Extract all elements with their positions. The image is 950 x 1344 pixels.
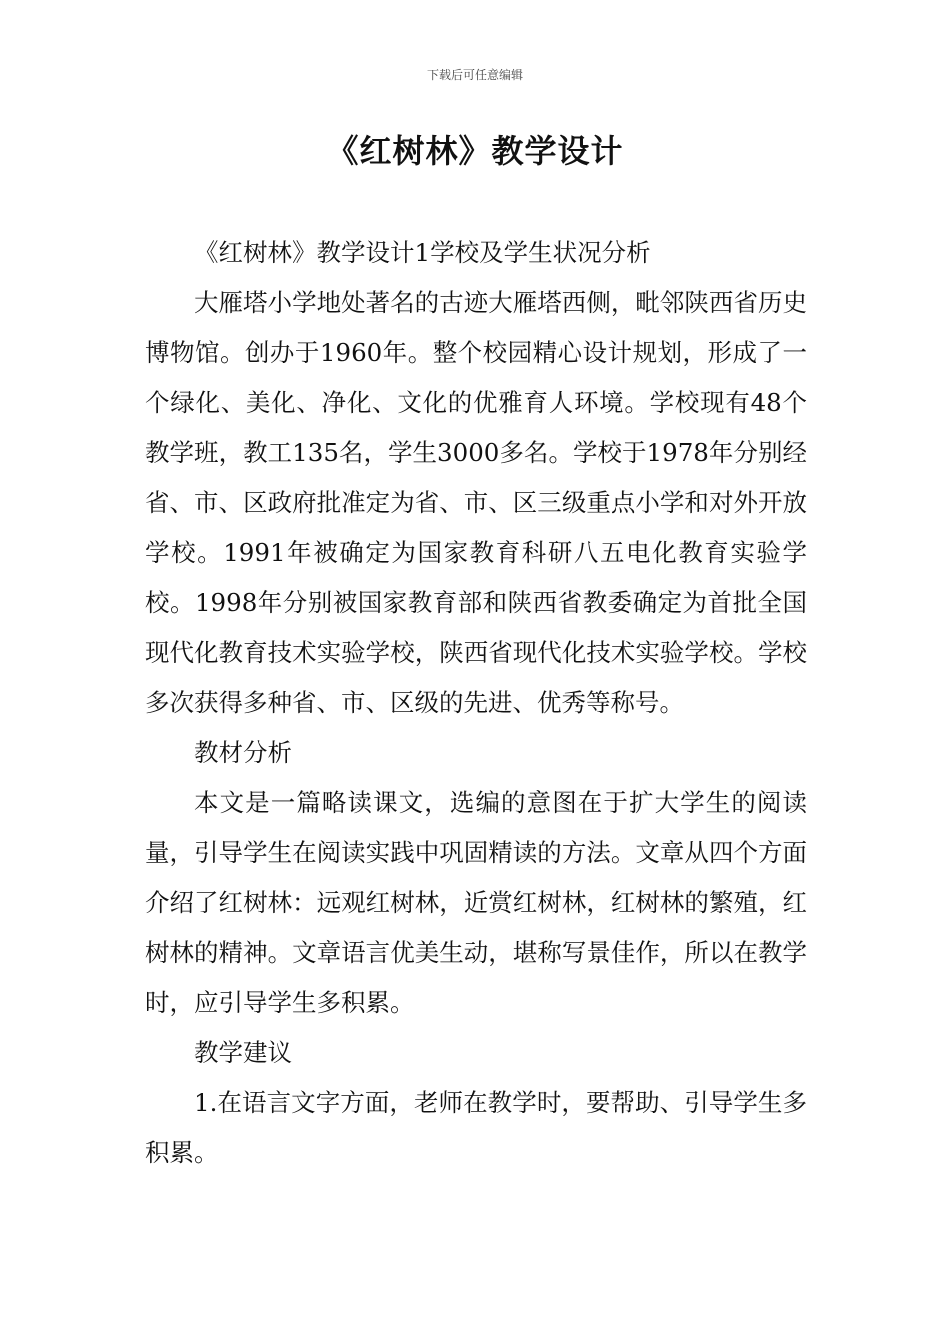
section-heading-material-analysis: 教材分析 xyxy=(194,738,292,767)
section-heading-school-analysis: 《红树林》教学设计1学校及学生状况分析 xyxy=(194,238,651,267)
document-title: 《红树林》教学设计 xyxy=(326,132,624,170)
paragraph-school-intro: 大雁塔小学地处著名的古迹大雁塔西侧，毗邻陕西省历史博物馆。创办于1960年。整个校园精心设计规划，形成了一个绿化、美化、净化、文化的优雅育人环境。学校现有48个教学班，教工135名，学生3000多名。学校于1978年分别经省、市、区政府批准定为省、市、区三级重点小学和对外开放学校。1991年被确定为国家教育科研八五电化教育实验学校。1998年分别被国家教育部和陕西省教委确定为首批全国现代化教育技术实验学校，陕西省现代化技术实验学校。学校多次获得多种省、市、区级的先进、优秀等称号。 xyxy=(145,288,807,717)
document-body xyxy=(145,228,807,1178)
paragraph-suggestion-1: 1.在语言文字方面，老师在教学时，要帮助、引导学生多积累。 xyxy=(145,1088,807,1167)
paragraph-material-analysis: 本文是一篇略读课文，选编的意图在于扩大学生的阅读量，引导学生在阅读实践中巩固精读的方法。文章从四个方面介绍了红树林：远观红树林，近赏红树林，红树林的繁殖，红树林的精神。文章语言优美生动，堪称写景佳作，所以在教学时，应引导学生多积累。 xyxy=(145,788,807,1017)
header-note: 下载后可任意编辑 xyxy=(426,68,523,82)
section-heading-teaching-suggestions: 教学建议 xyxy=(194,1038,292,1067)
